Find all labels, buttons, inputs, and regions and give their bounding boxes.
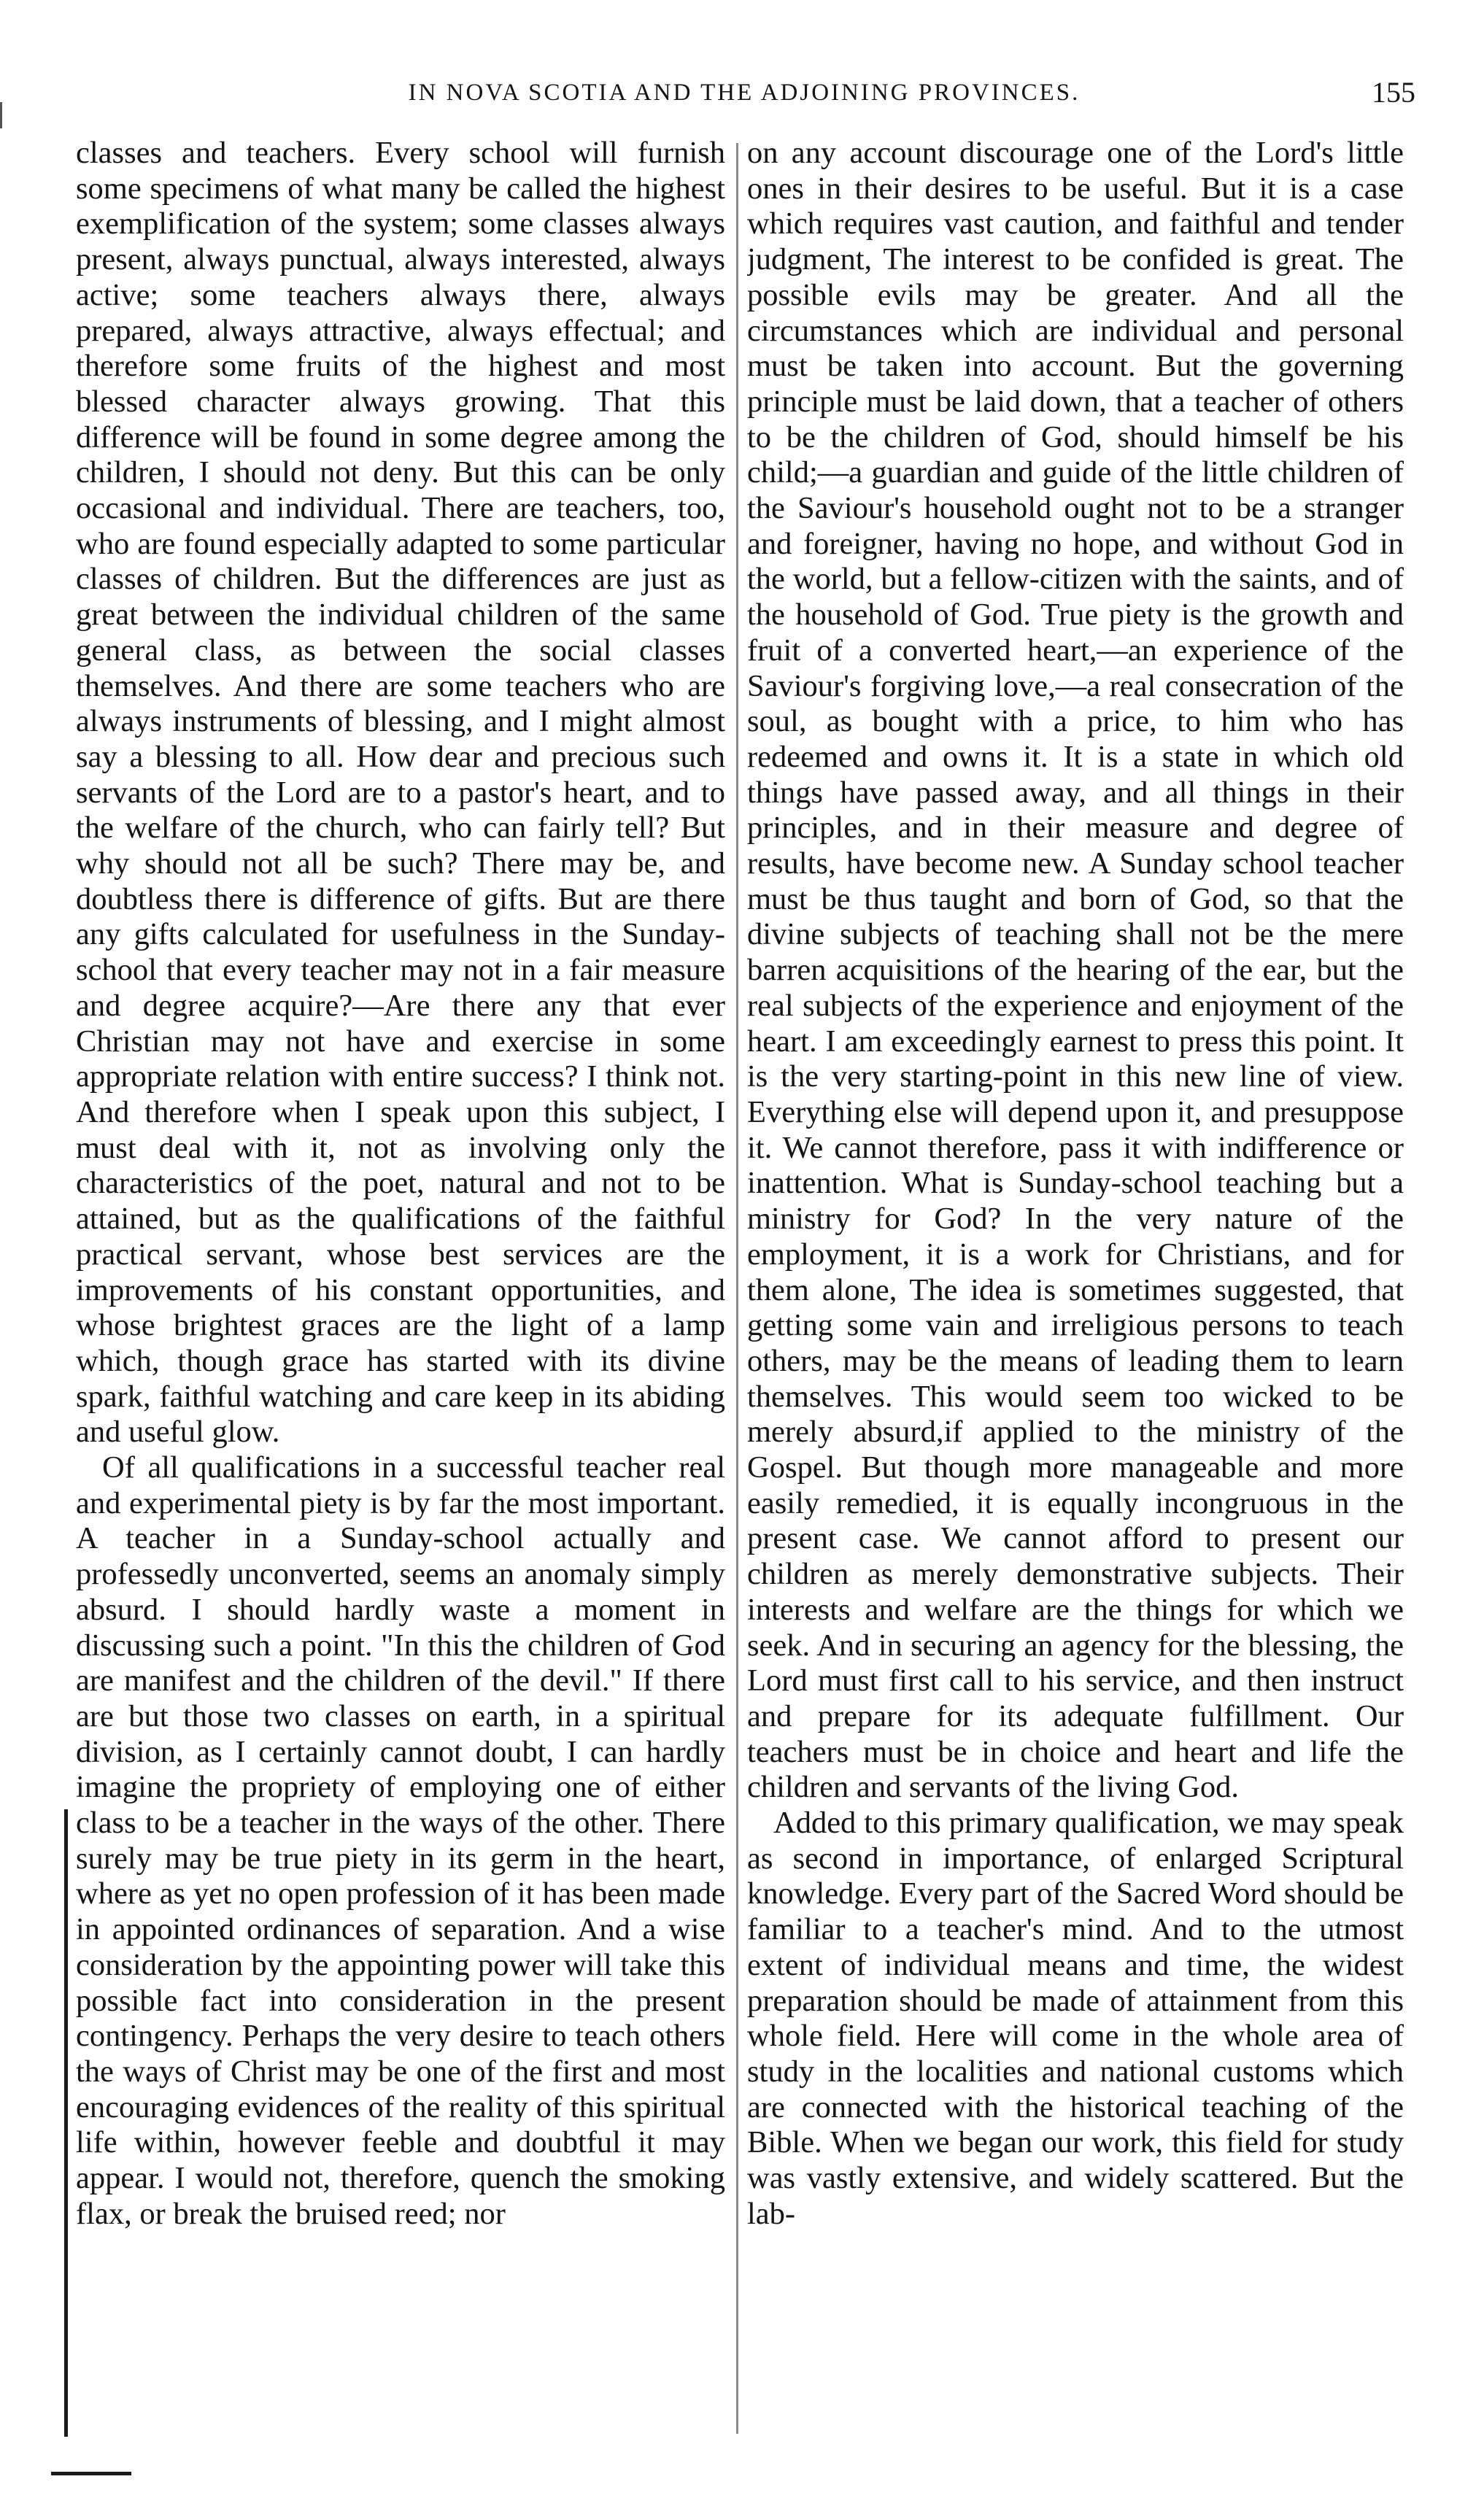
margin-mark (0, 102, 2, 128)
running-head (73, 67, 1415, 118)
paragraph: on any account discourage one of the Lord's little ones in their desires to be useful. But it is a case which requires vast caution, and faithful and tender judgment, The interest to be confided is great. The possible evils may be greater. And all the circumstances which are individual and personal must be taken into account. But the governing principle must be laid down, that a teacher of others to be the children of God, should himself be his child;—a guardian and guide of the little children of the Saviour's household ought not to be a stranger and foreigner, having no hope, and without God in the world, but a fellow-citizen with the saints, and of the household of God. True piety is the growth and fruit of a converted heart,—an experience of the Saviour's forgiving love,—a real consecration of the soul, as bought with a price, to him who has redeemed and owns it. It is a state in which old things have passed away, and all things in their principles, and in their measure and degree of results, have become new. A Sunday school teacher must be thus taught and born of God, so that the divine subjects of teaching shall not be the mere barren acquisitions of the hearing of the ear, but the real subjects of the experience and enjoyment of the heart. I am exceedingly earnest to press this point. It is the very starting-point in this new line of view. Everything else will depend upon it, and presuppose it. We cannot therefore, pass it with indifference or inattention. What is Sunday-school teaching but a ministry for God? In the very nature of the employment, it is a work for Christians, and for them alone, The idea is sometimes suggested, that getting some vain and irreligious persons to teach others, may be the means of leading them to learn themselves. This would seem too wicked to be merely absurd,if applied to the ministry of the Gospel. But though more manageable and more easily remedied, it is equally incongruous in the present case. We cannot afford to present our children as merely demonstrative subjects. Their interests and welfare are the things for which we seek. And in securing an agency for the blessing, the Lord must first call to his service, and then instruct and prepare for its adequate fulfillment. Our teachers must be in choice and heart and life the children and servants of the living God. (747, 136, 1404, 1805)
paragraph: classes and teachers. Every school will furnish some specimens of what many be called the highest exemplification of the system; some classes always present, always punctual, always interested, always active; some teachers always there, always prepared, always attractive, always effectual; and therefore some fruits of the highest and most blessed character always growing. That this difference will be found in some degree among the children, I should not deny. But this can be only occasional and individual. There are teachers, too, who are found especially adapted to some particular classes of children. But the differences are just as great between the individual children of the same general class, as between the social classes themselves. And there are some teachers who are always instruments of blessing, and I might almost say a blessing to all. How dear and precious such servants of the Lord are to a pastor's heart, and to the welfare of the church, who can fairly tell? But why should not all be such? There may be, and doubtless there is difference of gifts. But are there any gifts calculated for usefulness in the Sunday-school that every teacher may not in a fair measure and degree acquire?—Are there any that ever Christian may not have and exercise in some appropriate relation with entire success? I think not. And therefore when I speak upon this subject, I must deal with it, not as involving only the characteristics of the poet, natural and not to be attained, but as the qualifications of the faithful practical servant, whose best services are the improvements of his constant opportunities, and whose brightest graces are the light of a lamp which, though grace has started with its divine spark, faithful watching and care keep in its abiding and useful glow. (76, 136, 725, 1450)
footer-mark (51, 2472, 131, 2475)
paragraph: Added to this primary qualification, we may speak as second in importance, of enlarged Scriptural knowledge. Every part of the Sacred Word should be familiar to a teacher's mind. And to the utmost extent of individual means and time, the widest preparation should be made of attainment from this whole field. Here will come in the whole area of study in the localities and national customs which are connected with the historical teaching of the Bible. When we began our work, this field for study was vastly extensive, and widely scattered. But the lab- (747, 1806, 1404, 2231)
left-column (76, 136, 725, 2427)
running-title: IN NOVA SCOTIA AND THE ADJOINING PROVINCES. (408, 80, 1081, 106)
right-column (747, 136, 1404, 2427)
column-rule (736, 143, 738, 2434)
binding-edge-shadow (64, 1809, 68, 2437)
page-number: 155 (1372, 76, 1415, 109)
paragraph: Of all qualifications in a successful teacher real and experimental piety is by far the most important. A teacher in a Sunday-school actually and professedly unconverted, seems an anomaly simply absurd. I should hardly waste a moment in discussing such a point. "In this the children of God are manifest and the children of the devil." If there are but those two classes on earth, in a spiritual division, as I certainly cannot doubt, I can hardly imagine the propriety of employing one of either class to be a teacher in the ways of the other. There surely may be true piety in its germ in the heart, where as yet no open profession of it has been made in appointed ordinances of separation. And a wise consideration by the appointing power will take this possible fact into consideration in the present contingency. Perhaps the very desire to teach others the ways of Christ may be one of the first and most encouraging evidences of the reality of this spiritual life within, however feeble and doubtful it may appear. I would not, therefore, quench the smoking flax, or break the bruised reed; nor (76, 1450, 725, 2231)
